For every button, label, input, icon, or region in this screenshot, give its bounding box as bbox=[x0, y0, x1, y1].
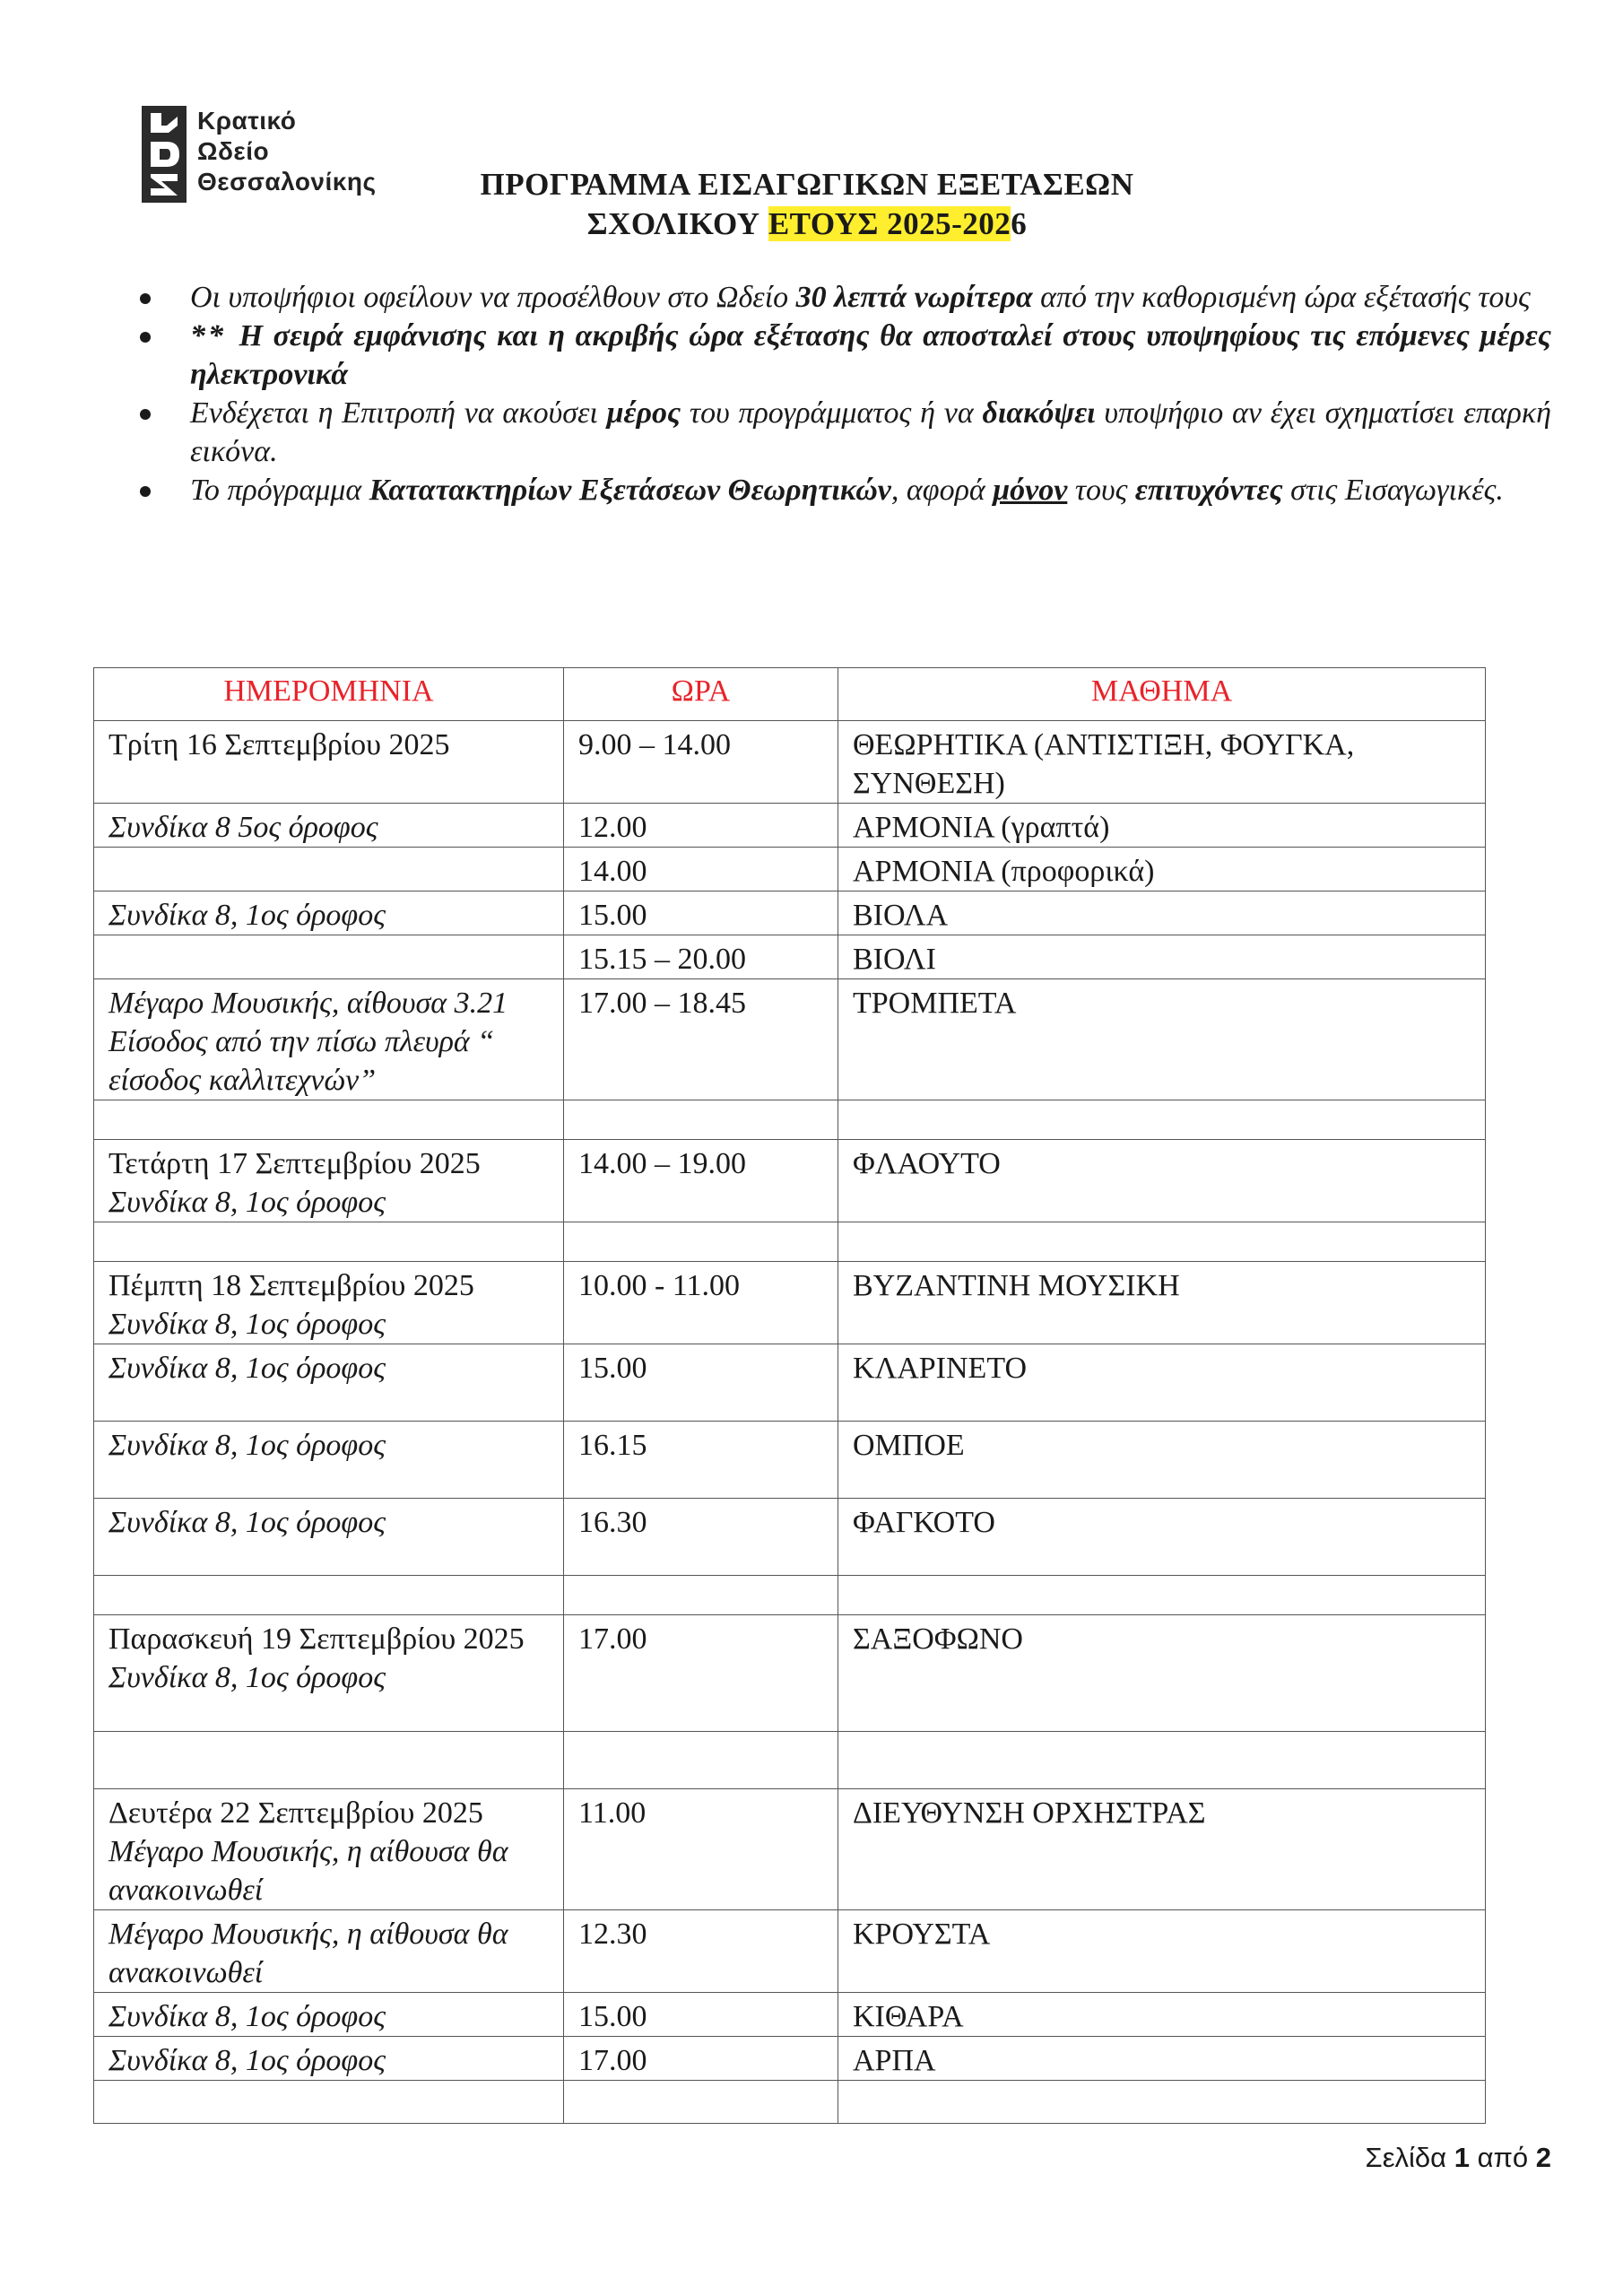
subject-cell: ΣΑΞΟΦΩΝΟ bbox=[838, 1615, 1486, 1732]
date-cell bbox=[94, 1140, 564, 1222]
note-emphasis: Κατατακτηρίων Εξετάσεων Θεωρητικών bbox=[369, 474, 891, 507]
date-cell bbox=[94, 721, 564, 804]
note-text: τους bbox=[1067, 474, 1135, 507]
time-cell: 15.00 bbox=[564, 891, 838, 935]
note-text: στις Εισαγωγικές. bbox=[1282, 474, 1504, 507]
empty-cell bbox=[838, 1222, 1486, 1262]
page-footer bbox=[1366, 2142, 1551, 2174]
location-cell bbox=[94, 935, 564, 979]
table-row bbox=[94, 1422, 1486, 1499]
instructions-list bbox=[135, 278, 1551, 509]
location-cell bbox=[94, 848, 564, 891]
date-text: Τετάρτη 17 Σεπτεμβρίου 2025 bbox=[108, 1147, 481, 1180]
table-row bbox=[94, 2037, 1486, 2081]
empty-cell bbox=[838, 1732, 1486, 1789]
table-row-spacer bbox=[94, 1732, 1486, 1789]
empty-cell bbox=[94, 1100, 564, 1140]
empty-cell bbox=[94, 2081, 564, 2124]
subject-cell: ΚΙΘΑΡΑ bbox=[838, 1993, 1486, 2037]
table-row bbox=[94, 1615, 1486, 1732]
time-cell: 14.00 – 19.00 bbox=[564, 1140, 838, 1222]
table-row bbox=[94, 1993, 1486, 2037]
location-text: Συνδίκα 8, 1ος όροφος bbox=[108, 1308, 386, 1341]
location-cell: Συνδίκα 8, 1ος όροφος bbox=[94, 1422, 564, 1499]
empty-cell bbox=[838, 1576, 1486, 1615]
subject-cell: ΟΜΠΟΕ bbox=[838, 1422, 1486, 1499]
date-cell bbox=[94, 1615, 564, 1732]
note-emphasis: επιτυχόντες bbox=[1134, 474, 1283, 507]
table-row bbox=[94, 1499, 1486, 1576]
note-text: υποψήφιο αν έχει σχηματίσει επαρκή εικόνα. bbox=[190, 396, 1552, 468]
empty-cell bbox=[94, 1732, 564, 1789]
time-cell: 16.15 bbox=[564, 1422, 838, 1499]
table-row bbox=[94, 721, 1486, 804]
logo-line-3: Θεσσαλονίκης bbox=[197, 168, 377, 196]
logo-text bbox=[197, 106, 377, 197]
subject-cell: ΑΡΠΑ bbox=[838, 2037, 1486, 2081]
location-cell: Συνδίκα 8, 1ος όροφος bbox=[94, 1344, 564, 1422]
title-line-2 bbox=[359, 204, 1255, 244]
table-row bbox=[94, 1262, 1486, 1344]
time-cell: 17.00 – 18.45 bbox=[564, 979, 838, 1100]
note-emphasis: Η σειρά εμφάνισης και η ακριβής ώρα εξέτασης θα αποσταλεί στους υποψηφίους τις επόμενες μέρες ηλεκτρονικά bbox=[190, 319, 1552, 391]
note-text: Το πρόγραμμα bbox=[190, 474, 369, 507]
table-row bbox=[94, 1140, 1486, 1222]
location-cell: Συνδίκα 8 5ος όροφος bbox=[94, 804, 564, 848]
empty-cell bbox=[838, 1100, 1486, 1140]
table-row bbox=[94, 1789, 1486, 1910]
subject-cell: ΑΡΜΟΝΙΑ (γραπτά) bbox=[838, 804, 1486, 848]
time-cell: 9.00 – 14.00 bbox=[564, 721, 838, 804]
subject-cell: ΚΛΑΡΙΝΕΤΟ bbox=[838, 1344, 1486, 1422]
note-emphasis: μόνον bbox=[993, 474, 1068, 507]
time-cell: 10.00 - 11.00 bbox=[564, 1262, 838, 1344]
time-cell: 17.00 bbox=[564, 1615, 838, 1732]
time-cell: 12.30 bbox=[564, 1910, 838, 1993]
exam-schedule-table bbox=[93, 667, 1486, 2124]
footer-page-total: 2 bbox=[1535, 2142, 1551, 2173]
note-arrival bbox=[135, 278, 1551, 317]
subject-cell: ΑΡΜΟΝΙΑ (προφορικά) bbox=[838, 848, 1486, 891]
header-subject: ΜΑΘΗΜΑ bbox=[838, 668, 1486, 721]
location-text: Συνδίκα 8, 1ος όροφος bbox=[108, 1661, 386, 1694]
note-committee bbox=[135, 394, 1551, 471]
conservatory-logo-icon bbox=[142, 106, 187, 203]
time-cell: 11.00 bbox=[564, 1789, 838, 1910]
empty-cell bbox=[94, 1576, 564, 1615]
location-text: Συνδίκα 8, 1ος όροφος bbox=[108, 1186, 386, 1219]
note-emphasis: 30 λεπτά νωρίτερα bbox=[795, 281, 1033, 314]
footer-prefix: Σελίδα bbox=[1365, 2142, 1454, 2173]
header-time: ΩΡΑ bbox=[564, 668, 838, 721]
note-text: , αφορά bbox=[890, 474, 994, 507]
date-text: Πέμπτη 18 Σεπτεμβρίου 2025 bbox=[108, 1269, 474, 1302]
table-row bbox=[94, 891, 1486, 935]
note-emphasis: διακόψει bbox=[982, 396, 1096, 430]
note-emphasis: μέρος bbox=[606, 396, 681, 430]
empty-cell bbox=[564, 1732, 838, 1789]
subject-cell: ΒΙΟΛΑ bbox=[838, 891, 1486, 935]
table-row bbox=[94, 1344, 1486, 1422]
time-cell: 15.00 bbox=[564, 1344, 838, 1422]
location-text: Μέγαρο Μουσικής, η αίθουσα θα ανακοινωθεί bbox=[108, 1835, 508, 1907]
footer-page-number: 1 bbox=[1454, 2142, 1470, 2173]
table-row bbox=[94, 848, 1486, 891]
time-cell: 15.00 bbox=[564, 1993, 838, 2037]
logo bbox=[142, 106, 377, 203]
table-row-spacer bbox=[94, 1576, 1486, 1615]
time-cell: 17.00 bbox=[564, 2037, 838, 2081]
location-cell: Συνδίκα 8, 1ος όροφος bbox=[94, 1499, 564, 1576]
time-cell: 16.30 bbox=[564, 1499, 838, 1576]
empty-cell bbox=[564, 1100, 838, 1140]
location-cell: Συνδίκα 8, 1ος όροφος bbox=[94, 1993, 564, 2037]
time-cell: 14.00 bbox=[564, 848, 838, 891]
table-row bbox=[94, 935, 1486, 979]
location-cell: Μέγαρο Μουσικής, η αίθουσα θα ανακοινωθεί bbox=[94, 1910, 564, 1993]
subject-cell: ΦΛΑΟΥΤΟ bbox=[838, 1140, 1486, 1222]
subject-cell: ΦΑΓΚΟΤΟ bbox=[838, 1499, 1486, 1576]
header-date: ΗΜΕΡΟΜΗΝΙΑ bbox=[94, 668, 564, 721]
location-cell: Συνδίκα 8, 1ος όροφος bbox=[94, 891, 564, 935]
time-cell: 15.15 – 20.00 bbox=[564, 935, 838, 979]
subject-cell: ΘΕΩΡΗΤΙΚΑ (ΑΝΤΙΣΤΙΞΗ, ΦΟΥΓΚΑ, ΣΥΝΘΕΣΗ) bbox=[838, 721, 1486, 804]
date-text: Παρασκευή 19 Σεπτεμβρίου 2025 bbox=[108, 1622, 525, 1656]
note-theory bbox=[135, 471, 1551, 509]
title-line-2-c: 6 bbox=[1011, 206, 1028, 241]
date-cell bbox=[94, 1789, 564, 1910]
time-cell: 12.00 bbox=[564, 804, 838, 848]
empty-cell bbox=[838, 2081, 1486, 2124]
table-row bbox=[94, 804, 1486, 848]
date-cell bbox=[94, 1262, 564, 1344]
note-text: από την καθορισμένη ώρα εξέτασής τους bbox=[1032, 281, 1531, 314]
date-text: Δευτέρα 22 Σεπτεμβρίου 2025 bbox=[108, 1796, 483, 1830]
note-text: Οι υποψήφιοι οφείλουν να προσέλθουν στο Ωδείο bbox=[190, 281, 796, 314]
subject-cell: ΔΙΕΥΘΥΝΣΗ ΟΡΧΗΣΤΡΑΣ bbox=[838, 1789, 1486, 1910]
subject-cell: ΚΡΟΥΣΤΑ bbox=[838, 1910, 1486, 1993]
title-highlight: ΕΤΟΥΣ 2025-202 bbox=[768, 206, 1011, 241]
table-row bbox=[94, 1910, 1486, 1993]
title-line-2-a: ΣΧΟΛΙΚΟΥ bbox=[586, 206, 768, 241]
title-line-1: ΠΡΟΓΡΑΜΜΑ ΕΙΣΑΓΩΓΙΚΩΝ ΕΞΕΤΑΣΕΩΝ bbox=[480, 167, 1134, 202]
page-title bbox=[359, 165, 1255, 244]
empty-cell bbox=[564, 2081, 838, 2124]
table-row bbox=[94, 979, 1486, 1100]
table-row-spacer bbox=[94, 1100, 1486, 1140]
note-marker: ** bbox=[190, 319, 239, 352]
note-text: του προγράμματος ή να bbox=[681, 396, 983, 430]
subject-cell: ΒΙΟΛΙ bbox=[838, 935, 1486, 979]
note-text: Ενδέχεται η Επιτροπή να ακούσει bbox=[190, 396, 607, 430]
subject-cell: ΤΡΟΜΠΕΤΑ bbox=[838, 979, 1486, 1100]
table-header-row bbox=[94, 668, 1486, 721]
subject-cell: ΒΥΖΑΝΤΙΝΗ ΜΟΥΣΙΚΗ bbox=[838, 1262, 1486, 1344]
empty-cell bbox=[564, 1222, 838, 1262]
note-order bbox=[135, 317, 1551, 394]
table-row-spacer bbox=[94, 1222, 1486, 1262]
logo-line-1: Κρατικό bbox=[197, 107, 297, 135]
location-cell: Μέγαρο Μουσικής, αίθουσα 3.21 Είσοδος από την πίσω πλευρά “ είσοδος καλλιτεχνών” bbox=[94, 979, 564, 1100]
table-row-spacer bbox=[94, 2081, 1486, 2124]
logo-line-2: Ωδείο bbox=[197, 137, 270, 165]
empty-cell bbox=[94, 1222, 564, 1262]
footer-mid: από bbox=[1469, 2142, 1536, 2173]
location-cell: Συνδίκα 8, 1ος όροφος bbox=[94, 2037, 564, 2081]
date-text: Τρίτη 16 Σεπτεμβρίου 2025 bbox=[108, 728, 450, 761]
empty-cell bbox=[564, 1576, 838, 1615]
